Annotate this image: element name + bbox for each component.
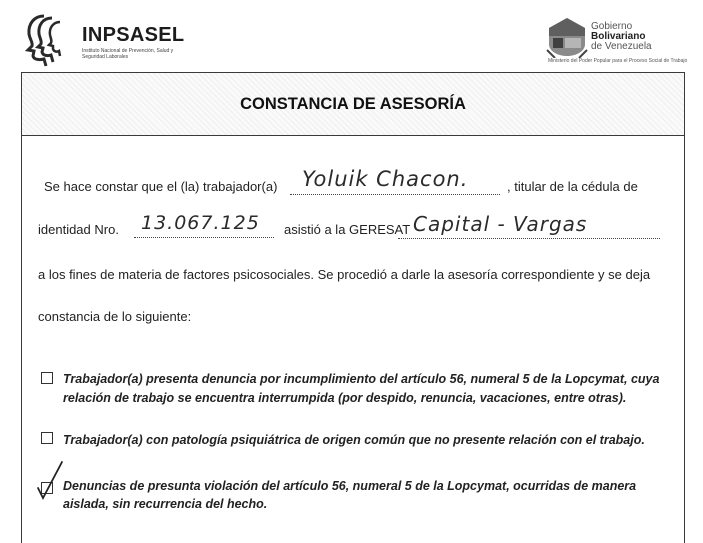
line2-prefix: identidad Nro. bbox=[38, 222, 119, 237]
gov-line2: Bolivariano bbox=[591, 31, 646, 42]
worker-name-underline bbox=[290, 194, 500, 195]
line4-text: constancia de lo siguiente: bbox=[38, 309, 192, 324]
document-title: CONSTANCIA DE ASESORÍA bbox=[240, 95, 466, 113]
option2-line-a: Trabajador(a) con patología psiquiátrica de origen común que no presente relación con el trabajo. bbox=[63, 433, 645, 447]
title-box bbox=[22, 73, 684, 136]
line1-suffix: , titular de la cédula de bbox=[507, 179, 638, 194]
inpsasel-name: INPSASEL bbox=[82, 24, 185, 46]
option1-line-b: relación de trabajo se encuentra interrumpida (por despido, renuncia, vacaciones, entre otras). bbox=[63, 391, 627, 405]
line3-text: a los fines de materia de factores psicosociales. Se procedió a darle la asesoría correspondiente y se deja bbox=[38, 267, 651, 282]
option3-line-a: Denuncias de presunta violación del artículo 56, numeral 5 de la Lopcymat, ocurridas de manera bbox=[63, 479, 637, 493]
profile-heads-icon bbox=[22, 10, 82, 70]
option2-checkbox[interactable] bbox=[41, 432, 53, 444]
gobierno-logo bbox=[545, 12, 695, 72]
option1-line-a: Trabajador(a) presenta denuncia por incumplimiento del artículo 56, numeral 5 de la Lopcymat, cuya bbox=[63, 372, 660, 386]
id-number: 13.067.125 bbox=[141, 212, 260, 234]
inpsasel-subtitle: Instituto Nacional de Prevención, Salud y Seguridad Laborales bbox=[82, 48, 174, 60]
form-frame bbox=[21, 72, 685, 543]
gov-subtitle: Ministerio del Poder Popular para el Proceso Social de Trabajo bbox=[548, 58, 688, 64]
coat-of-arms-icon bbox=[545, 14, 589, 58]
geresat-underline bbox=[398, 238, 660, 239]
line1-prefix: Se hace constar que el (la) trabajador(a) bbox=[44, 179, 278, 194]
option3-line-b: aislada, sin recurrencia del hecho. bbox=[63, 497, 268, 511]
checkmark-icon bbox=[34, 458, 66, 502]
line2-middle: asistió a la GERESAT bbox=[284, 222, 411, 237]
gov-line3: de Venezuela bbox=[591, 41, 652, 52]
option1-checkbox[interactable] bbox=[41, 372, 53, 384]
gov-line1: Gobierno bbox=[591, 21, 633, 32]
geresat-value: Capital - Vargas bbox=[413, 212, 588, 236]
id-number-underline bbox=[134, 237, 274, 238]
inpsasel-logo bbox=[22, 10, 185, 70]
worker-name: Yoluik Chacon. bbox=[302, 167, 469, 191]
